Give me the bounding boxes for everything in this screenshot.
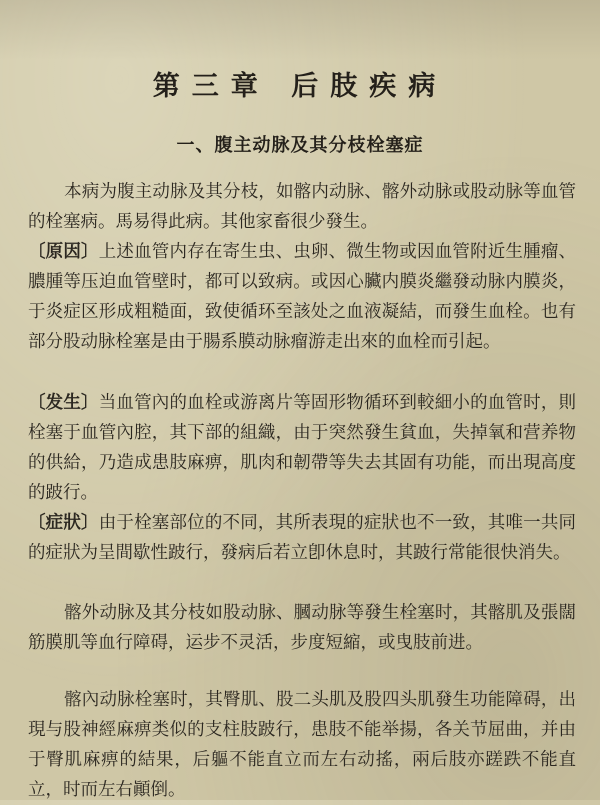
external-iliac-paragraph xyxy=(28,598,576,658)
cause-text: 上述血管内存在寄生虫、虫卵、微生物或因血管附近生腫瘤、膿腫等压迫血管壁时，都可以致病。或因心臟内膜炎繼發动脉内膜炎，于炎症区形成粗糙面，致使循环至該处之血液凝結，而發生血栓。也有部分股动脉栓塞是由于腸系膜动脉瘤游走出來的血栓而引起。 xyxy=(28,242,576,352)
symptom-tag: 〔症狀〕 xyxy=(28,513,99,533)
intro-text: 本病为腹主动脉及其分枝，如髂内动脉、髂外动脉或股动脉等血管的栓塞病。馬易得此病。其他家畜很少發生。 xyxy=(28,182,576,232)
onset-tag: 〔发生〕 xyxy=(28,393,99,413)
cause-tag: 〔原因〕 xyxy=(28,242,99,262)
section-title: 一、腹主动脉及其分枝栓塞症 xyxy=(176,135,424,156)
internal-iliac-text: 髂內动脉栓塞时，其臀肌、股二头肌及股四头肌發生功能障碍，出現与股神經麻痹类似的支柱肢跛行，患肢不能举揚，各关节屈曲，并由于臀肌麻痹的結果，后軀不能直立而左右动搖，兩后肢亦蹉跌不能直立，时而左右顚倒。 xyxy=(28,690,576,800)
cause-paragraph xyxy=(28,237,576,357)
onset-paragraph xyxy=(28,388,576,508)
chapter-title: 第三章 后肢疾病 xyxy=(152,71,448,102)
external-iliac-text: 髂外动脉及其分枝如股动脉、膕动脉等發生栓塞时，其髂肌及張闊筋膜肌等血行障碍，运步不灵活，步度短縮，或曳肢前进。 xyxy=(28,603,576,653)
top-bleed-shadow xyxy=(0,0,600,60)
symptom-text: 由于栓塞部位的不同，其所表現的症狀也不一致，其唯一共同的症狀为呈間歇性跛行，發病后若立卽休息时，其跛行常能很快消失。 xyxy=(28,513,576,563)
onset-text: 当血管內的血栓或游离片等固形物循环到較細小的血管时，則栓塞于血管內腔，其下部的組織，由于突然發生貧血，失掉氧和营养物的供給，乃造成患肢麻痹，肌肉和韌帶等失去其固有功能，而出現高度的跛行。 xyxy=(28,393,576,503)
internal-iliac-paragraph xyxy=(28,685,576,805)
symptom-paragraph xyxy=(28,508,576,568)
intro-paragraph xyxy=(28,177,576,237)
